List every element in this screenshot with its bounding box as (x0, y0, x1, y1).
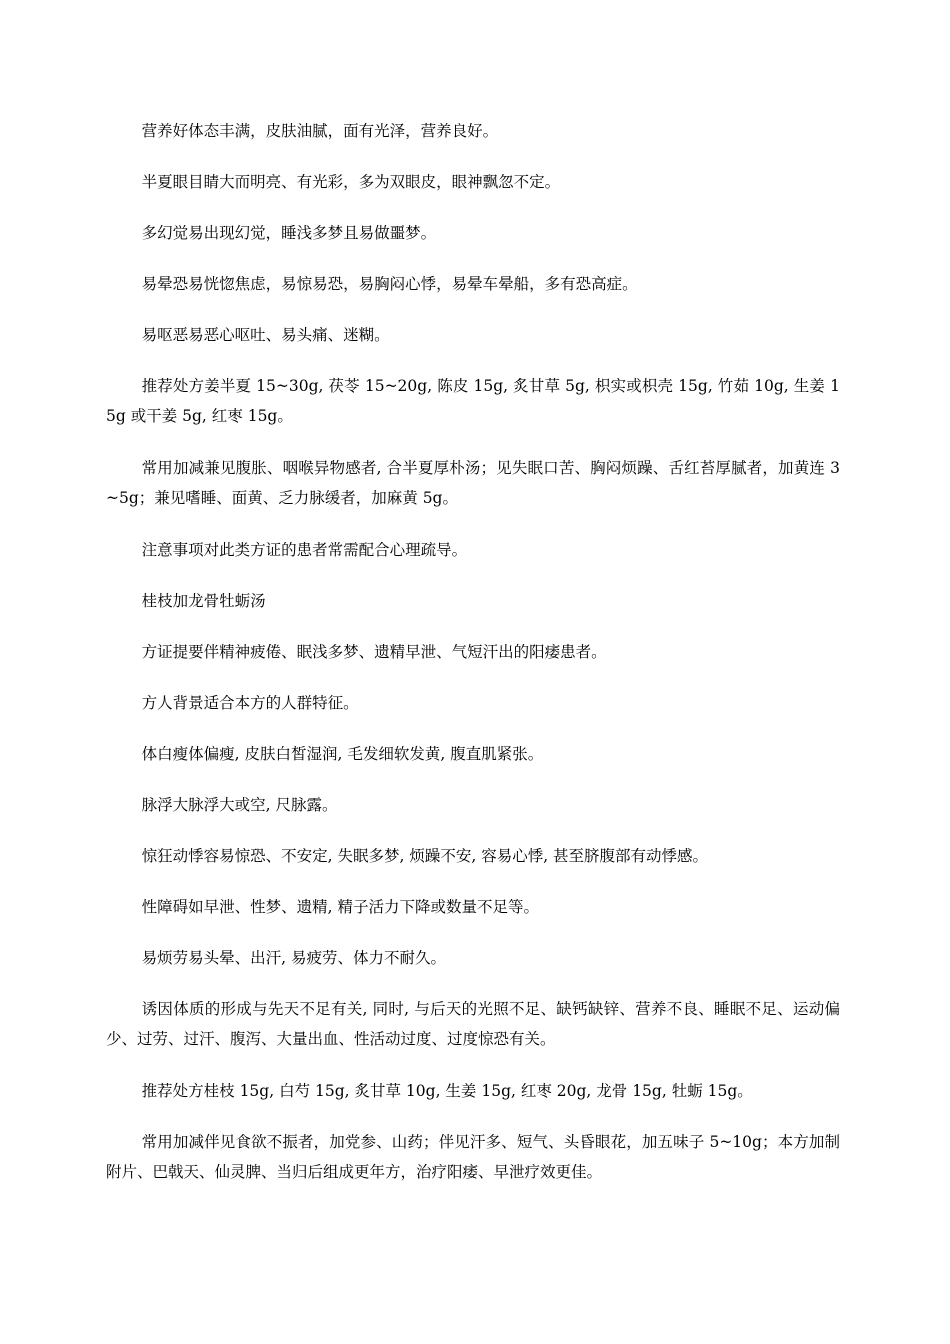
paragraph-fatigue: 易烦劳易头晕、出汗, 易疲劳、体力不耐久。 (141, 949, 446, 967)
paragraph-modification-1: 常用加减兼见腹胀、咽喉异物感者, 合半夏厚朴汤；见失眠口苦、胸闷烦躁、舌红苔厚腻者，加黄连 3~5g；兼见嗜睡、面黄、乏力脉缓者，加麻黄 5g。 (106, 459, 840, 507)
paragraph-modification-2: 常用加减伴见食欲不振者，加党参、山药；伴见汗多、短气、头昏眼花，加五味子 5~10g；本方加制附片、巴戟天、仙灵脾、当归后组成更年方，治疗阳痿、早泄疗效更佳。 (106, 1133, 840, 1181)
paragraph-syndrome-summary: 方证提要伴精神疲倦、眠浅多梦、遗精早泄、气短汗出的阳痿患者。 (141, 643, 607, 661)
paragraph-sexual-disorder: 性障碍如早泄、性梦、遗精, 精子活力下降或数量不足等。 (141, 898, 539, 916)
paragraph-pulse: 脉浮大脉浮大或空, 尺脉露。 (141, 796, 338, 814)
paragraph-causes: 诱因体质的形成与先天不足有关, 同时, 与后天的光照不足、缺钙缺锌、营养不良、睡眠不足、运动偏少、过劳、过汗、腹泻、大量出血、性活动过度、过度惊恐有关。 (106, 1000, 840, 1048)
paragraph-dizzy-fear: 易晕恐易恍惚焦虑，易惊易恐，易胸闷心悸，易晕车晕船，多有恐高症。 (141, 275, 638, 293)
section-heading-guizhi: 桂枝加龙骨牡蛎汤 (141, 592, 266, 610)
paragraph-palpitation: 惊狂动悸容易惊恐、不安定, 失眠多梦, 烦躁不安, 容易心悸, 甚至脐腹部有动悸感。 (141, 847, 709, 865)
paragraph-nausea: 易呕恶易恶心呕吐、易头痛、迷糊。 (141, 326, 390, 344)
paragraph-precautions: 注意事项对此类方证的患者常需配合心理疏导。 (141, 541, 468, 559)
paragraph-body-type: 体白瘦体偏瘦, 皮肤白皙湿润, 毛发细软发黄, 腹直肌紧张。 (141, 745, 544, 763)
paragraph-prescription-1: 推荐处方姜半夏 15~30g, 茯苓 15~20g, 陈皮 15g, 炙甘草 5g, 枳实或枳壳 15g, 竹茹 10g, 生姜 15g 或干姜 5g, 红枣 15g。 (106, 377, 840, 425)
paragraph-banxia-eyes: 半夏眼目睛大而明亮、有光彩，多为双眼皮，眼神飘忽不定。 (141, 173, 561, 191)
paragraph-background: 方人背景适合本方的人群特征。 (141, 694, 359, 712)
document-body (106, 116, 840, 1209)
paragraph-prescription-2: 推荐处方桂枝 15g, 白芍 15g, 炙甘草 10g, 生姜 15g, 红枣 20g, 龙骨 15g, 牡蛎 15g。 (141, 1082, 753, 1100)
paragraph-hallucination: 多幻觉易出现幻觉，睡浅多梦且易做噩梦。 (141, 224, 437, 242)
paragraph-nutrition: 营养好体态丰满，皮肤油腻，面有光泽，营养良好。 (141, 122, 499, 140)
